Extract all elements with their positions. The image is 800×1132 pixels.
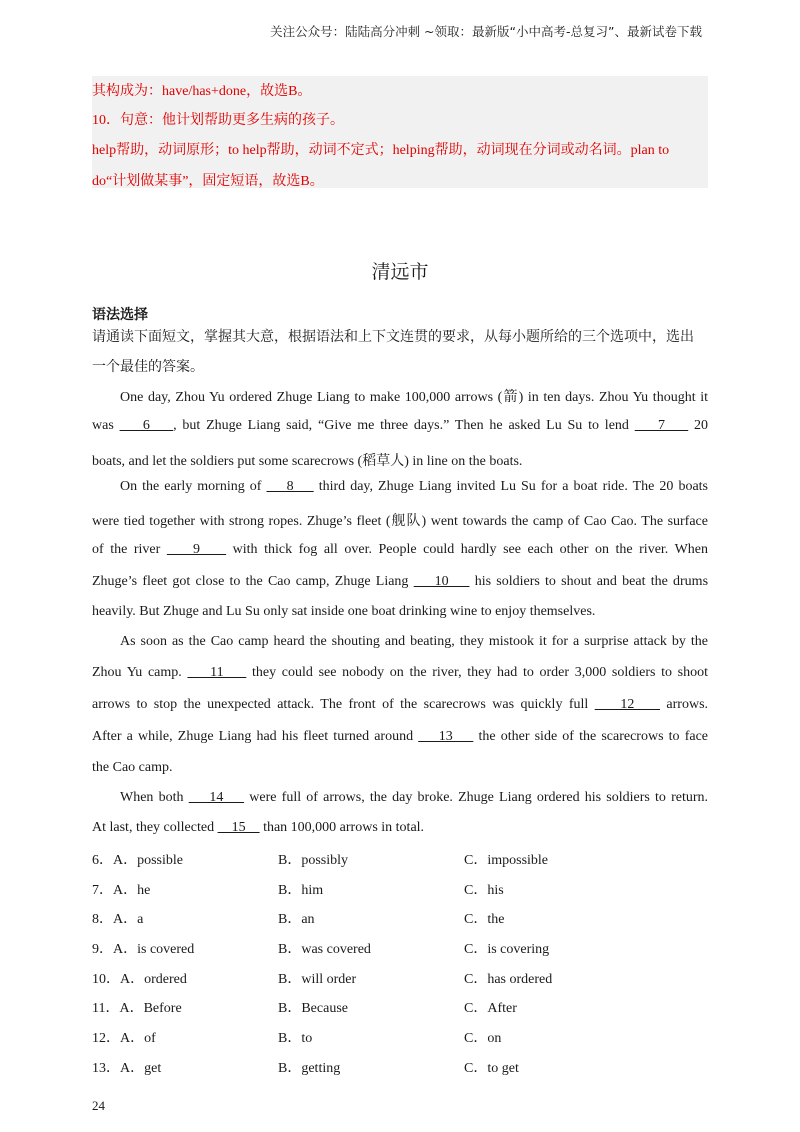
passage-text: When both — [120, 790, 184, 805]
option-c: C．impossible — [464, 853, 549, 868]
passage-text: his soldiers to shout and beat the drums — [474, 574, 708, 589]
section-title: 清远市 — [371, 262, 429, 283]
passage-line — [92, 542, 708, 562]
page-header: 关注公众号：陆陆高分冲刺 ~领取：最新版“小中高考-总复习”、最新试卷下载 — [270, 24, 702, 39]
blank-13: 13 — [418, 729, 474, 744]
passage-text: After a while, Zhuge Liang had his fleet turned around — [92, 729, 414, 744]
passage-line — [120, 479, 708, 499]
option-c: C．the — [464, 912, 505, 927]
instructions-line-2: 一个最佳的答案。 — [92, 360, 204, 375]
option-c: C．After — [464, 1001, 517, 1016]
blank-6: 6 — [119, 418, 174, 433]
passage-text: was — [92, 418, 114, 433]
blank-7: 7 — [634, 418, 689, 433]
option-row-6 — [92, 849, 708, 869]
option-row-10 — [92, 968, 708, 988]
option-row-9 — [92, 938, 708, 958]
option-c: C．on — [464, 1031, 502, 1046]
passage-text: third day, Zhuge Liang invited Lu Su for a boat ride. The 20 boats — [318, 479, 708, 494]
passage-text: they could see nobody on the river, they had to order 3,000 soldiers to shoot — [252, 665, 708, 680]
passage-text: were full of arrows, the day broke. Zhuge Liang ordered his soldiers to return. — [249, 790, 708, 805]
option-row-7 — [92, 879, 708, 899]
passage-line — [92, 574, 708, 594]
option-c: C．has ordered — [464, 972, 553, 987]
passage-line: the Cao camp. — [92, 760, 173, 775]
option-b: B．was covered — [278, 942, 371, 957]
option-b: B．him — [278, 883, 324, 898]
blank-11: 11 — [187, 665, 247, 680]
passage-text: Zhuge’s fleet got close to the Cao camp, Zhuge Liang — [92, 574, 409, 589]
passage-line — [92, 418, 708, 438]
passage-text: the other side of the scarecrows to face — [478, 729, 708, 744]
passage-text: than 100,000 arrows in total. — [263, 820, 425, 835]
option-b: B．getting — [278, 1061, 341, 1076]
passage-line: heavily. But Zhuge and Lu Su only sat inside one boat drinking wine to enjoy themselves. — [92, 604, 596, 619]
option-a: 10．A．ordered — [92, 972, 187, 987]
option-row-13 — [92, 1057, 708, 1077]
passage-text: 20 — [694, 418, 708, 433]
passage-text: Zhou Yu camp. — [92, 665, 182, 680]
blank-8: 8 — [266, 479, 314, 494]
passage-line — [92, 697, 708, 717]
blank-9: 9 — [166, 542, 227, 557]
option-b: B．Because — [278, 1001, 348, 1016]
blank-10: 10 — [413, 574, 470, 589]
passage-line — [92, 820, 708, 836]
option-c: C．to get — [464, 1061, 519, 1076]
passage-text: At last, they collected — [92, 820, 215, 835]
answer-line-4: do“计划做某事”，固定短语，故选B。 — [92, 174, 324, 189]
option-c: C．his — [464, 883, 504, 898]
blank-14: 14 — [188, 790, 245, 805]
option-a: 8．A．a — [92, 912, 144, 927]
passage-line: One day, Zhou Yu ordered Zhuge Liang to make 100,000 arrows (箭) in ten days. Zhou Yu thought it — [120, 390, 708, 405]
option-b: B．to — [278, 1031, 313, 1046]
blank-15: 15 — [217, 820, 260, 835]
option-a: 13．A．get — [92, 1061, 162, 1076]
instructions-line-1: 请通读下面短文，掌握其大意，根据语法和上下文连贯的要求，从每小题所给的三个选项中，选出 — [92, 330, 694, 345]
option-a: 12．A．of — [92, 1031, 156, 1046]
passage-text: , but Zhuge Liang said, “Give me three days.” Then he asked Lu Su to lend — [173, 418, 629, 433]
option-row-8 — [92, 908, 708, 928]
passage-text: with thick fog all over. People could hardly see each other on the river. When — [232, 542, 708, 557]
option-a: 11．A．Before — [92, 1001, 182, 1016]
option-c: C．is covering — [464, 942, 550, 957]
option-b: B．possibly — [278, 853, 349, 868]
passage-text: of the river — [92, 542, 161, 557]
answer-line-3: help帮助，动词原形；to help帮助，动词不定式；helping帮助，动词现在分词或动名词。plan to — [92, 143, 670, 158]
passage-text: arrows to stop the unexpected attack. The front of the scarecrows was quickly full — [92, 697, 589, 712]
page-number: 24 — [92, 1098, 105, 1113]
blank-12: 12 — [594, 697, 660, 712]
passage-line — [120, 790, 708, 810]
option-b: B．an — [278, 912, 315, 927]
passage-line — [92, 729, 708, 749]
option-row-11 — [92, 997, 708, 1017]
option-row-12 — [92, 1027, 708, 1047]
option-b: B．will order — [278, 972, 357, 987]
passage-line: were tied together with strong ropes. Zhuge’s fleet (舰队) went towards the camp of Cao Cao. The surface — [92, 514, 708, 529]
option-a: 9．A．is covered — [92, 942, 195, 957]
passage-text: On the early morning of — [120, 479, 262, 494]
option-a: 7．A．he — [92, 883, 151, 898]
passage-text: arrows. — [666, 697, 708, 712]
answer-line-2: 10．句意：他计划帮助更多生病的孩子。 — [92, 113, 344, 128]
subsection-title: 语法选择 — [92, 307, 148, 323]
passage-line: As soon as the Cao camp heard the shouting and beating, they mistook it for a surprise attack by the — [120, 634, 708, 649]
answer-line-1: 其构成为：have/has+done，故选B。 — [92, 84, 312, 99]
passage-line: boats, and let the soldiers put some scarecrows (稻草人) in line on the boats. — [92, 454, 523, 469]
option-a: 6．A．possible — [92, 853, 183, 868]
passage-line — [92, 665, 708, 685]
